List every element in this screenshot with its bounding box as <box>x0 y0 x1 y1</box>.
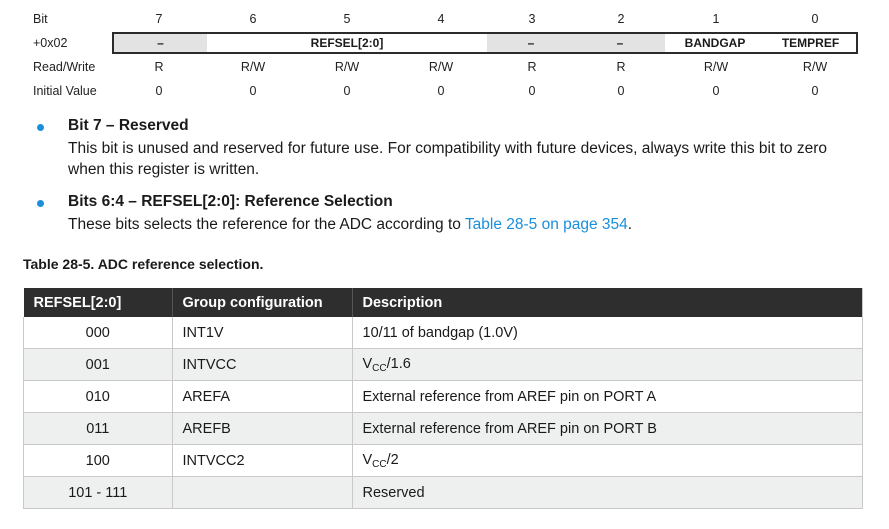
table-row <box>24 317 863 349</box>
init-value: 0 <box>437 84 445 98</box>
bit-number: 2 <box>617 12 625 26</box>
desc-symbol: V <box>362 451 373 468</box>
bullet-body-text: These bits selects the reference for the ADC according to <box>68 216 465 233</box>
init-value: 0 <box>712 84 720 98</box>
group-config: AREFA <box>172 381 352 413</box>
field-reserved-bit3: – <box>487 34 575 52</box>
rw-value: R/W <box>334 60 360 74</box>
desc-subscript: CC <box>372 362 387 374</box>
field-bandgap: BANDGAP <box>665 34 765 52</box>
column-header: Description <box>352 288 863 317</box>
init-value: 0 <box>343 84 351 98</box>
group-config: AREFB <box>172 413 352 445</box>
desc-subscript: CC <box>372 458 387 470</box>
table-reference-link[interactable]: Table 28-5 on page 354 <box>464 216 628 233</box>
refsel-code: 000 <box>24 317 173 349</box>
init-value: 0 <box>617 84 625 98</box>
bit-number: 5 <box>343 12 351 26</box>
refsel-code: 100 <box>24 445 173 477</box>
column-header: Group configuration <box>172 288 352 317</box>
bit-number: 6 <box>249 12 257 26</box>
field-reserved-bit7: – <box>114 34 207 52</box>
bullet-icon <box>37 200 44 207</box>
column-header: REFSEL[2:0] <box>24 288 173 317</box>
rw-value: R/W <box>428 60 454 74</box>
address-row-label: +0x02 <box>33 36 68 50</box>
refsel-code: 001 <box>24 349 173 381</box>
init-row-label: Initial Value <box>33 84 97 98</box>
init-value: 0 <box>155 84 163 98</box>
bit-number: 4 <box>437 12 445 26</box>
bit-number: 3 <box>528 12 536 26</box>
table-row <box>24 477 863 509</box>
description <box>352 349 863 381</box>
field-refsel: REFSEL[2:0] <box>207 34 487 52</box>
bullet-icon <box>37 124 44 131</box>
description: External reference from AREF pin on PORT B <box>352 413 863 445</box>
description <box>352 445 863 477</box>
bit-number: 1 <box>712 12 720 26</box>
register-field-box <box>112 32 858 54</box>
description: External reference from AREF pin on PORT A <box>352 381 863 413</box>
rw-row-label: Read/Write <box>33 60 96 74</box>
table-row <box>24 445 863 477</box>
desc-tail: /2 <box>386 451 399 468</box>
description: 10/11 of bandgap (1.0V) <box>352 317 863 349</box>
field-tempref: TEMPREF <box>765 34 856 52</box>
bullet-body-text: . <box>627 216 633 233</box>
table-row <box>24 349 863 381</box>
desc-symbol: V <box>362 355 373 372</box>
bit-number: 7 <box>155 12 163 26</box>
bit-row-label: Bit <box>33 12 48 26</box>
group-config: INTVCC <box>172 349 352 381</box>
rw-value: R/W <box>240 60 266 74</box>
init-value: 0 <box>811 84 819 98</box>
init-value: 0 <box>249 84 257 98</box>
group-config: INT1V <box>172 317 352 349</box>
rw-value: R <box>154 60 164 74</box>
refsel-code: 011 <box>24 413 173 445</box>
reference-selection-table <box>23 288 863 509</box>
rw-value: R/W <box>802 60 828 74</box>
group-config <box>172 477 352 509</box>
bit-number: 0 <box>811 12 819 26</box>
table-row <box>24 381 863 413</box>
table-caption: Table 28-5. ADC reference selection. <box>23 256 264 272</box>
init-value: 0 <box>528 84 536 98</box>
rw-value: R <box>527 60 537 74</box>
description: Reserved <box>352 477 863 509</box>
bullet-title: Bit 7 – Reserved <box>68 117 189 134</box>
field-reserved-bit2: – <box>575 34 665 52</box>
desc-tail: /1.6 <box>386 355 411 372</box>
refsel-code: 101 - 111 <box>24 477 173 509</box>
group-config: INTVCC2 <box>172 445 352 477</box>
table-header-row <box>24 288 863 317</box>
table-row <box>24 413 863 445</box>
rw-value: R <box>616 60 626 74</box>
bullet-body: This bit is unused and reserved for future use. For compatibility with future devices, always write this bit to zero when this register is written. <box>68 140 827 178</box>
bullet-body <box>68 214 858 235</box>
refsel-code: 010 <box>24 381 173 413</box>
rw-value: R/W <box>703 60 729 74</box>
bullet-title: Bits 6:4 – REFSEL[2:0]: Reference Selection <box>68 193 393 210</box>
